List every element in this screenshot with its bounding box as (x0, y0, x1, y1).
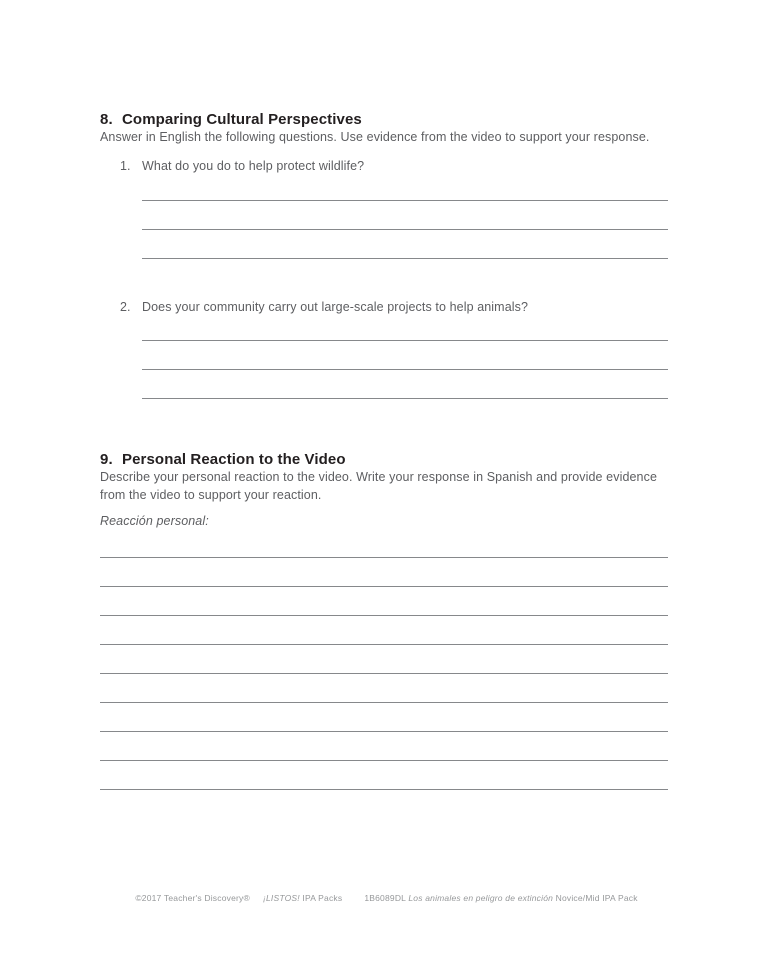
question-2-text: Does your community carry out large-scale projects to help animals? (142, 300, 529, 314)
question-1-text: What do you do to help protect wildlife? (142, 159, 365, 173)
section-8-title: Comparing Cultural Perspectives (122, 111, 362, 129)
answer-line (100, 529, 668, 558)
answer-line (142, 370, 668, 399)
answer-line (100, 703, 668, 732)
footer-copyright: ©2017 Teacher's Discovery® (135, 893, 250, 903)
answer-line (100, 732, 668, 761)
footer-product-suffix: Novice/Mid IPA Pack (553, 893, 638, 903)
section-9-intro: Describe your personal reaction to the video. Write your response in Spanish and provide evidence from the video to support your reaction. (100, 470, 658, 502)
question-1-answer-lines (142, 172, 668, 259)
answer-line (100, 587, 668, 616)
question-2-number: 2. (120, 300, 131, 314)
section-8-intro: Answer in English the following questions. Use evidence from the video to support your response. (100, 130, 650, 144)
footer-series-title: ¡LISTOS! (262, 893, 300, 903)
section-8-heading (100, 111, 362, 128)
footer-product-title: Los animales en peligro de extinción (408, 893, 554, 903)
answer-line (142, 341, 668, 370)
answer-line (142, 172, 668, 201)
page-footer (0, 893, 773, 903)
answer-line (100, 761, 668, 790)
answer-line (142, 312, 668, 341)
question-2-answer-lines (142, 312, 668, 399)
answer-line (100, 674, 668, 703)
footer-product-code: 1B6089DL (364, 893, 409, 903)
footer-product (364, 893, 637, 903)
section-9-title: Personal Reaction to the Video (122, 451, 346, 469)
question-1 (120, 159, 668, 173)
footer-series (263, 893, 342, 903)
footer-series-rest: IPA Packs (299, 893, 343, 903)
section-9-heading (100, 451, 346, 468)
section-8-number: 8. (100, 111, 113, 129)
section-9-answer-lines (100, 529, 668, 790)
section-9-number: 9. (100, 451, 113, 469)
answer-line (100, 558, 668, 587)
reaccion-personal-label: Reacción personal: (100, 514, 209, 528)
answer-line (100, 645, 668, 674)
answer-line (142, 201, 668, 230)
answer-line (100, 616, 668, 645)
question-1-number: 1. (120, 159, 131, 173)
answer-line (142, 230, 668, 259)
